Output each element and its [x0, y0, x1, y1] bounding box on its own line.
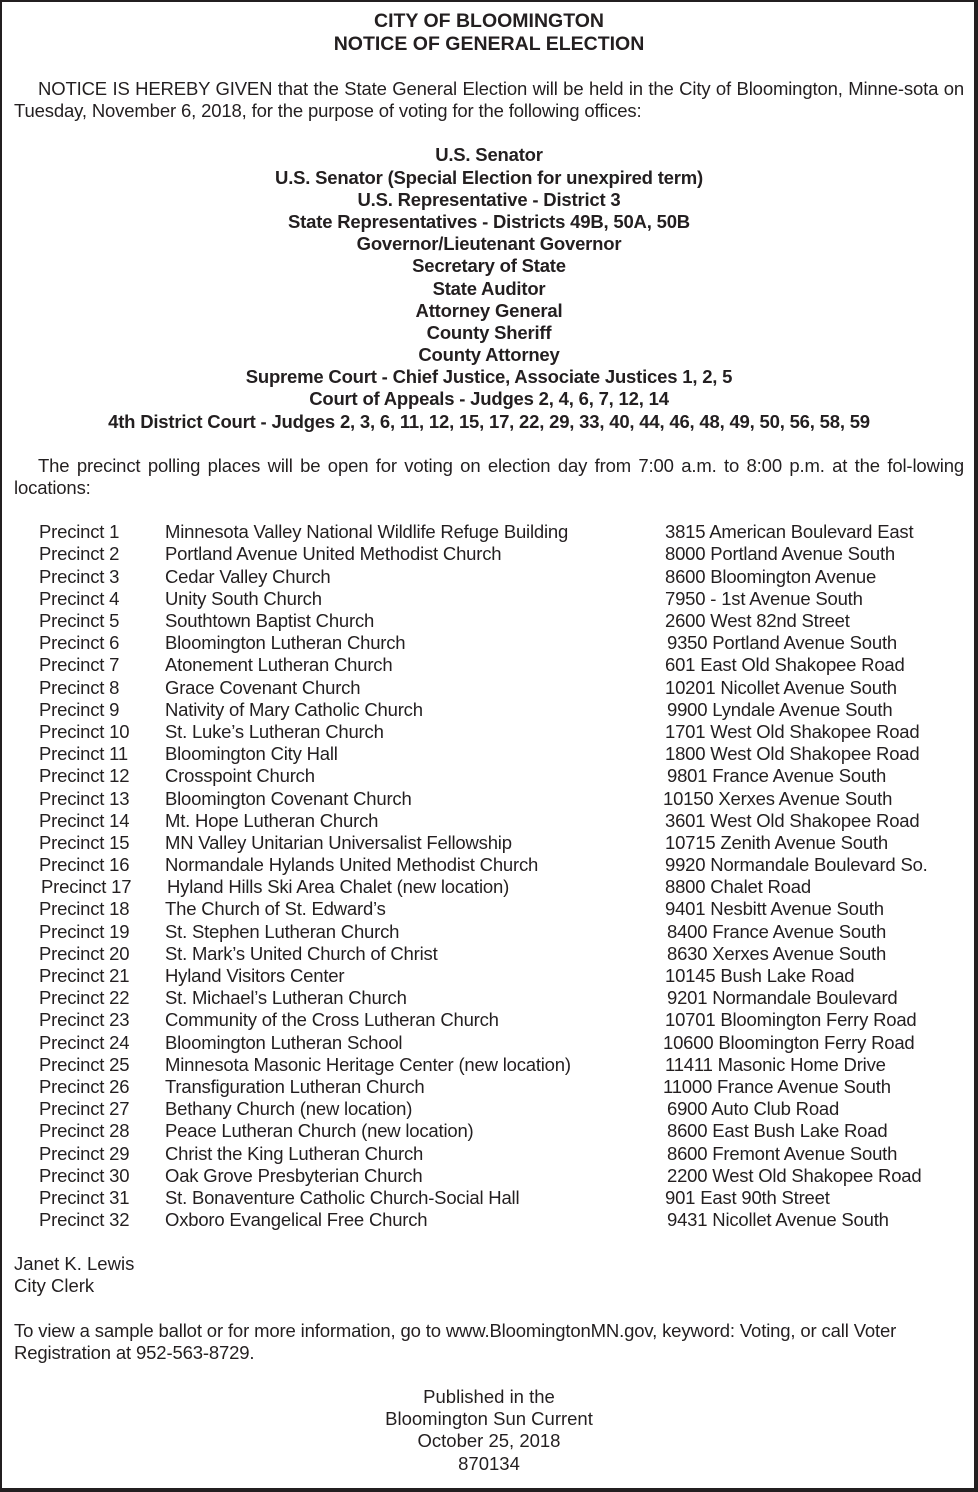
notice-title — [14, 10, 964, 55]
precinct-number: Precinct 27 — [39, 1098, 130, 1120]
precinct-location: Transfiguration Lutheran Church — [165, 1075, 425, 1097]
office-item: Secretary of State — [412, 255, 566, 277]
precinct-address: 1701 West Old Shakopee Road — [665, 720, 920, 742]
precinct-table — [14, 521, 964, 1231]
precinct-row — [14, 965, 964, 987]
precinct-number: Precinct 8 — [39, 676, 120, 698]
precinct-number: Precinct 17 — [41, 876, 132, 898]
precinct-location: St. Stephen Lutheran Church — [165, 920, 400, 942]
precinct-location: Grace Covenant Church — [165, 676, 361, 698]
precinct-row — [14, 854, 964, 876]
precinct-location: St. Bonaventure Catholic Church-Social Hall — [165, 1186, 520, 1208]
title-notice: NOTICE OF GENERAL ELECTION — [333, 32, 645, 55]
precinct-location: Oak Grove Presbyterian Church — [165, 1164, 423, 1186]
precinct-location: St. Michael’s Lutheran Church — [165, 987, 407, 1009]
precinct-row — [14, 1143, 964, 1165]
precinct-row — [14, 566, 964, 588]
precinct-number: Precinct 29 — [39, 1142, 130, 1164]
office-item: U.S. Senator (Special Election for unexpired term) — [275, 166, 703, 188]
precinct-address: 1800 West Old Shakopee Road — [665, 743, 920, 765]
precinct-location: Southtown Baptist Church — [165, 610, 375, 631]
precinct-address: 9900 Lyndale Avenue South — [667, 698, 893, 720]
precinct-number: Precinct 2 — [39, 543, 120, 565]
precinct-location: Christ the King Lutheran Church — [165, 1142, 424, 1164]
published-in-label: Published in the — [423, 1386, 555, 1408]
precinct-row — [14, 743, 964, 765]
precinct-number: Precinct 23 — [39, 1009, 130, 1031]
precinct-row — [14, 1165, 964, 1187]
precinct-address: 2600 West 82nd Street — [665, 610, 850, 631]
precinct-number: Precinct 19 — [39, 920, 130, 942]
office-item: Governor/Lieutenant Governor — [356, 233, 622, 255]
precinct-number: Precinct 24 — [39, 1031, 130, 1053]
polling-hours-paragraph: The precinct polling places will be open for voting on election day from 7:00 a.m. to 8:00 p.m. at the fol-lowing locations: — [14, 454, 964, 499]
office-item: U.S. Representative - District 3 — [357, 188, 621, 210]
precinct-location: The Church of St. Edward’s — [165, 898, 386, 920]
office-item: County Sheriff — [426, 321, 552, 343]
precinct-number: Precinct 30 — [39, 1164, 130, 1186]
precinct-location: Cedar Valley Church — [165, 565, 331, 587]
precinct-row — [14, 699, 964, 721]
precinct-address: 10201 Nicollet Avenue South — [665, 676, 897, 698]
precinct-address: 3601 West Old Shakopee Road — [665, 809, 920, 831]
precinct-row — [14, 832, 964, 854]
precinct-number: Precinct 12 — [39, 765, 130, 787]
precinct-address: 10715 Zenith Avenue South — [665, 831, 889, 853]
precinct-row — [14, 721, 964, 743]
precinct-row — [14, 654, 964, 676]
publication-date: October 25, 2018 — [417, 1430, 561, 1452]
precinct-address: 10150 Xerxes Avenue South — [663, 787, 893, 809]
precinct-location: Mt. Hope Lutheran Church — [165, 809, 379, 831]
precinct-address: 2200 West Old Shakopee Road — [667, 1164, 922, 1186]
precinct-address: 601 East Old Shakopee Road — [665, 654, 905, 676]
precinct-address: 9801 France Avenue South — [667, 765, 887, 787]
precinct-row — [14, 1209, 964, 1231]
precinct-address: 11000 France Avenue South — [663, 1075, 891, 1097]
precinct-row — [14, 898, 964, 920]
precinct-address: 8400 France Avenue South — [667, 920, 887, 942]
precinct-number: Precinct 3 — [39, 565, 120, 587]
precinct-address: 10145 Bush Lake Road — [665, 965, 855, 986]
precinct-row — [14, 543, 964, 565]
precinct-row — [14, 876, 964, 898]
precinct-location: Hyland Hills Ski Area Chalet (new location) — [167, 876, 510, 898]
precinct-location: Minnesota Valley National Wildlife Refuge Building — [165, 521, 569, 543]
precinct-number: Precinct 14 — [39, 809, 130, 831]
precinct-location: Normandale Hylands United Methodist Church — [165, 854, 539, 876]
precinct-address: 9401 Nesbitt Avenue South — [665, 898, 884, 920]
precinct-row — [14, 810, 964, 832]
precinct-location: Bloomington Lutheran School — [165, 1031, 403, 1053]
precinct-location: Bloomington Lutheran Church — [165, 632, 406, 654]
precinct-number: Precinct 18 — [39, 898, 130, 920]
signatory-name: Janet K. Lewis — [14, 1253, 135, 1275]
precinct-number: Precinct 20 — [39, 942, 130, 964]
precinct-address: 8000 Portland Avenue South — [665, 543, 896, 565]
precinct-number: Precinct 1 — [39, 521, 120, 543]
newspaper-name: Bloomington Sun Current — [385, 1408, 593, 1430]
precinct-location: St. Mark’s United Church of Christ — [165, 942, 438, 964]
precinct-row — [14, 1120, 964, 1142]
precinct-address: 8800 Chalet Road — [665, 876, 811, 898]
precinct-row — [14, 588, 964, 610]
precinct-number: Precinct 15 — [39, 831, 130, 853]
precinct-row — [14, 1098, 964, 1120]
precinct-row — [14, 943, 964, 965]
precinct-location: Bloomington City Hall — [165, 743, 338, 765]
publication-block — [14, 1386, 964, 1475]
precinct-address: 8600 East Bush Lake Road — [667, 1120, 888, 1142]
precinct-location: MN Valley Unitarian Universalist Fellowship — [165, 831, 512, 853]
info-paragraph: To view a sample ballot or for more information, go to www.BloomingtonMN.gov, keyword: Voting, or call Voter Registration at 952-563-8729. — [14, 1319, 897, 1363]
precinct-address: 3815 American Boulevard East — [665, 521, 914, 543]
precinct-address: 9920 Normandale Boulevard So. — [665, 854, 928, 876]
precinct-number: Precinct 9 — [39, 698, 120, 720]
offices-list — [14, 144, 964, 432]
precinct-number: Precinct 10 — [39, 720, 130, 742]
precinct-number: Precinct 31 — [39, 1186, 130, 1208]
precinct-number: Precinct 13 — [39, 787, 130, 809]
precinct-location: Community of the Cross Lutheran Church — [165, 1009, 499, 1031]
precinct-row — [14, 788, 964, 810]
precinct-row — [14, 1076, 964, 1098]
signature-block — [14, 1253, 964, 1297]
precinct-row — [14, 987, 964, 1009]
precinct-number: Precinct 6 — [39, 632, 120, 654]
precinct-address: 11411 Masonic Home Drive — [665, 1053, 886, 1075]
precinct-row — [14, 1054, 964, 1076]
office-item: State Auditor — [432, 277, 546, 299]
precinct-row — [14, 1187, 964, 1209]
precinct-address: 9201 Normandale Boulevard — [667, 987, 898, 1009]
precinct-row — [14, 1032, 964, 1054]
precinct-number: Precinct 28 — [39, 1120, 130, 1142]
precinct-number: Precinct 22 — [39, 987, 130, 1009]
precinct-row — [14, 632, 964, 654]
precinct-address: 10701 Bloomington Ferry Road — [665, 1009, 917, 1031]
precinct-address: 9431 Nicollet Avenue South — [667, 1209, 889, 1231]
precinct-address: 8630 Xerxes Avenue South — [667, 942, 887, 964]
precinct-location: Crosspoint Church — [165, 765, 315, 787]
office-item: 4th District Court - Judges 2, 3, 6, 11, 12, 15, 17, 22, 29, 33, 40, 44, 46, 48, 49, 50, 56, 58, 59 — [108, 410, 870, 432]
precinct-location: St. Luke’s Lutheran Church — [165, 720, 384, 742]
title-city: CITY OF BLOOMINGTON — [373, 10, 605, 32]
precinct-address: 9350 Portland Avenue South — [667, 632, 898, 654]
precinct-location: Oxboro Evangelical Free Church — [165, 1209, 428, 1231]
precinct-row — [14, 677, 964, 699]
precinct-address: 901 East 90th Street — [665, 1186, 830, 1208]
intro-paragraph: NOTICE IS HEREBY GIVEN that the State General Election will be held in the City of Bloomington, Minne-sota on Tuesday, November 6, 2018, for the purpose of voting for the following offices: — [14, 78, 964, 122]
precinct-location: Bethany Church (new location) — [165, 1098, 413, 1120]
precinct-address: 8600 Bloomington Avenue — [665, 565, 877, 587]
precinct-number: Precinct 21 — [39, 965, 130, 986]
precinct-address: 7950 - 1st Avenue South — [665, 587, 863, 609]
precinct-row — [14, 521, 964, 543]
precinct-location: Minnesota Masonic Heritage Center (new location) — [165, 1053, 571, 1075]
precinct-location: Bloomington Covenant Church — [165, 787, 412, 809]
precinct-row — [14, 765, 964, 787]
office-item: Attorney General — [415, 299, 563, 321]
precinct-address: 8600 Fremont Avenue South — [667, 1142, 898, 1164]
precinct-location: Portland Avenue United Methodist Church — [165, 543, 502, 565]
precinct-location: Nativity of Mary Catholic Church — [165, 698, 423, 720]
office-item: County Attorney — [418, 344, 560, 366]
precinct-row — [14, 1009, 964, 1031]
precinct-location: Atonement Lutheran Church — [165, 654, 393, 676]
precinct-number: Precinct 16 — [39, 854, 130, 876]
precinct-number: Precinct 4 — [39, 587, 120, 609]
precinct-number: Precinct 25 — [39, 1053, 130, 1075]
precinct-location: Hyland Visitors Center — [165, 965, 345, 986]
office-item: U.S. Senator — [435, 144, 543, 166]
office-item: Supreme Court - Chief Justice, Associate Justices 1, 2, 5 — [245, 366, 733, 388]
precinct-number: Precinct 11 — [39, 743, 128, 765]
precinct-address: 10600 Bloomington Ferry Road — [663, 1031, 915, 1053]
signatory-title: City Clerk — [14, 1275, 95, 1297]
precinct-address: 6900 Auto Club Road — [667, 1098, 840, 1120]
precinct-location: Unity South Church — [165, 587, 322, 609]
precinct-number: Precinct 32 — [39, 1209, 130, 1231]
precinct-number: Precinct 5 — [39, 610, 120, 631]
precinct-location: Peace Lutheran Church (new location) — [165, 1120, 474, 1142]
office-item: Court of Appeals - Judges 2, 4, 6, 7, 12, 14 — [309, 388, 669, 410]
precinct-number: Precinct 7 — [39, 654, 120, 676]
office-item: State Representatives - Districts 49B, 50A, 50B — [288, 210, 690, 232]
ad-number: 870134 — [458, 1452, 520, 1474]
precinct-row — [14, 610, 964, 632]
precinct-row — [14, 921, 964, 943]
precinct-number: Precinct 26 — [39, 1075, 130, 1097]
